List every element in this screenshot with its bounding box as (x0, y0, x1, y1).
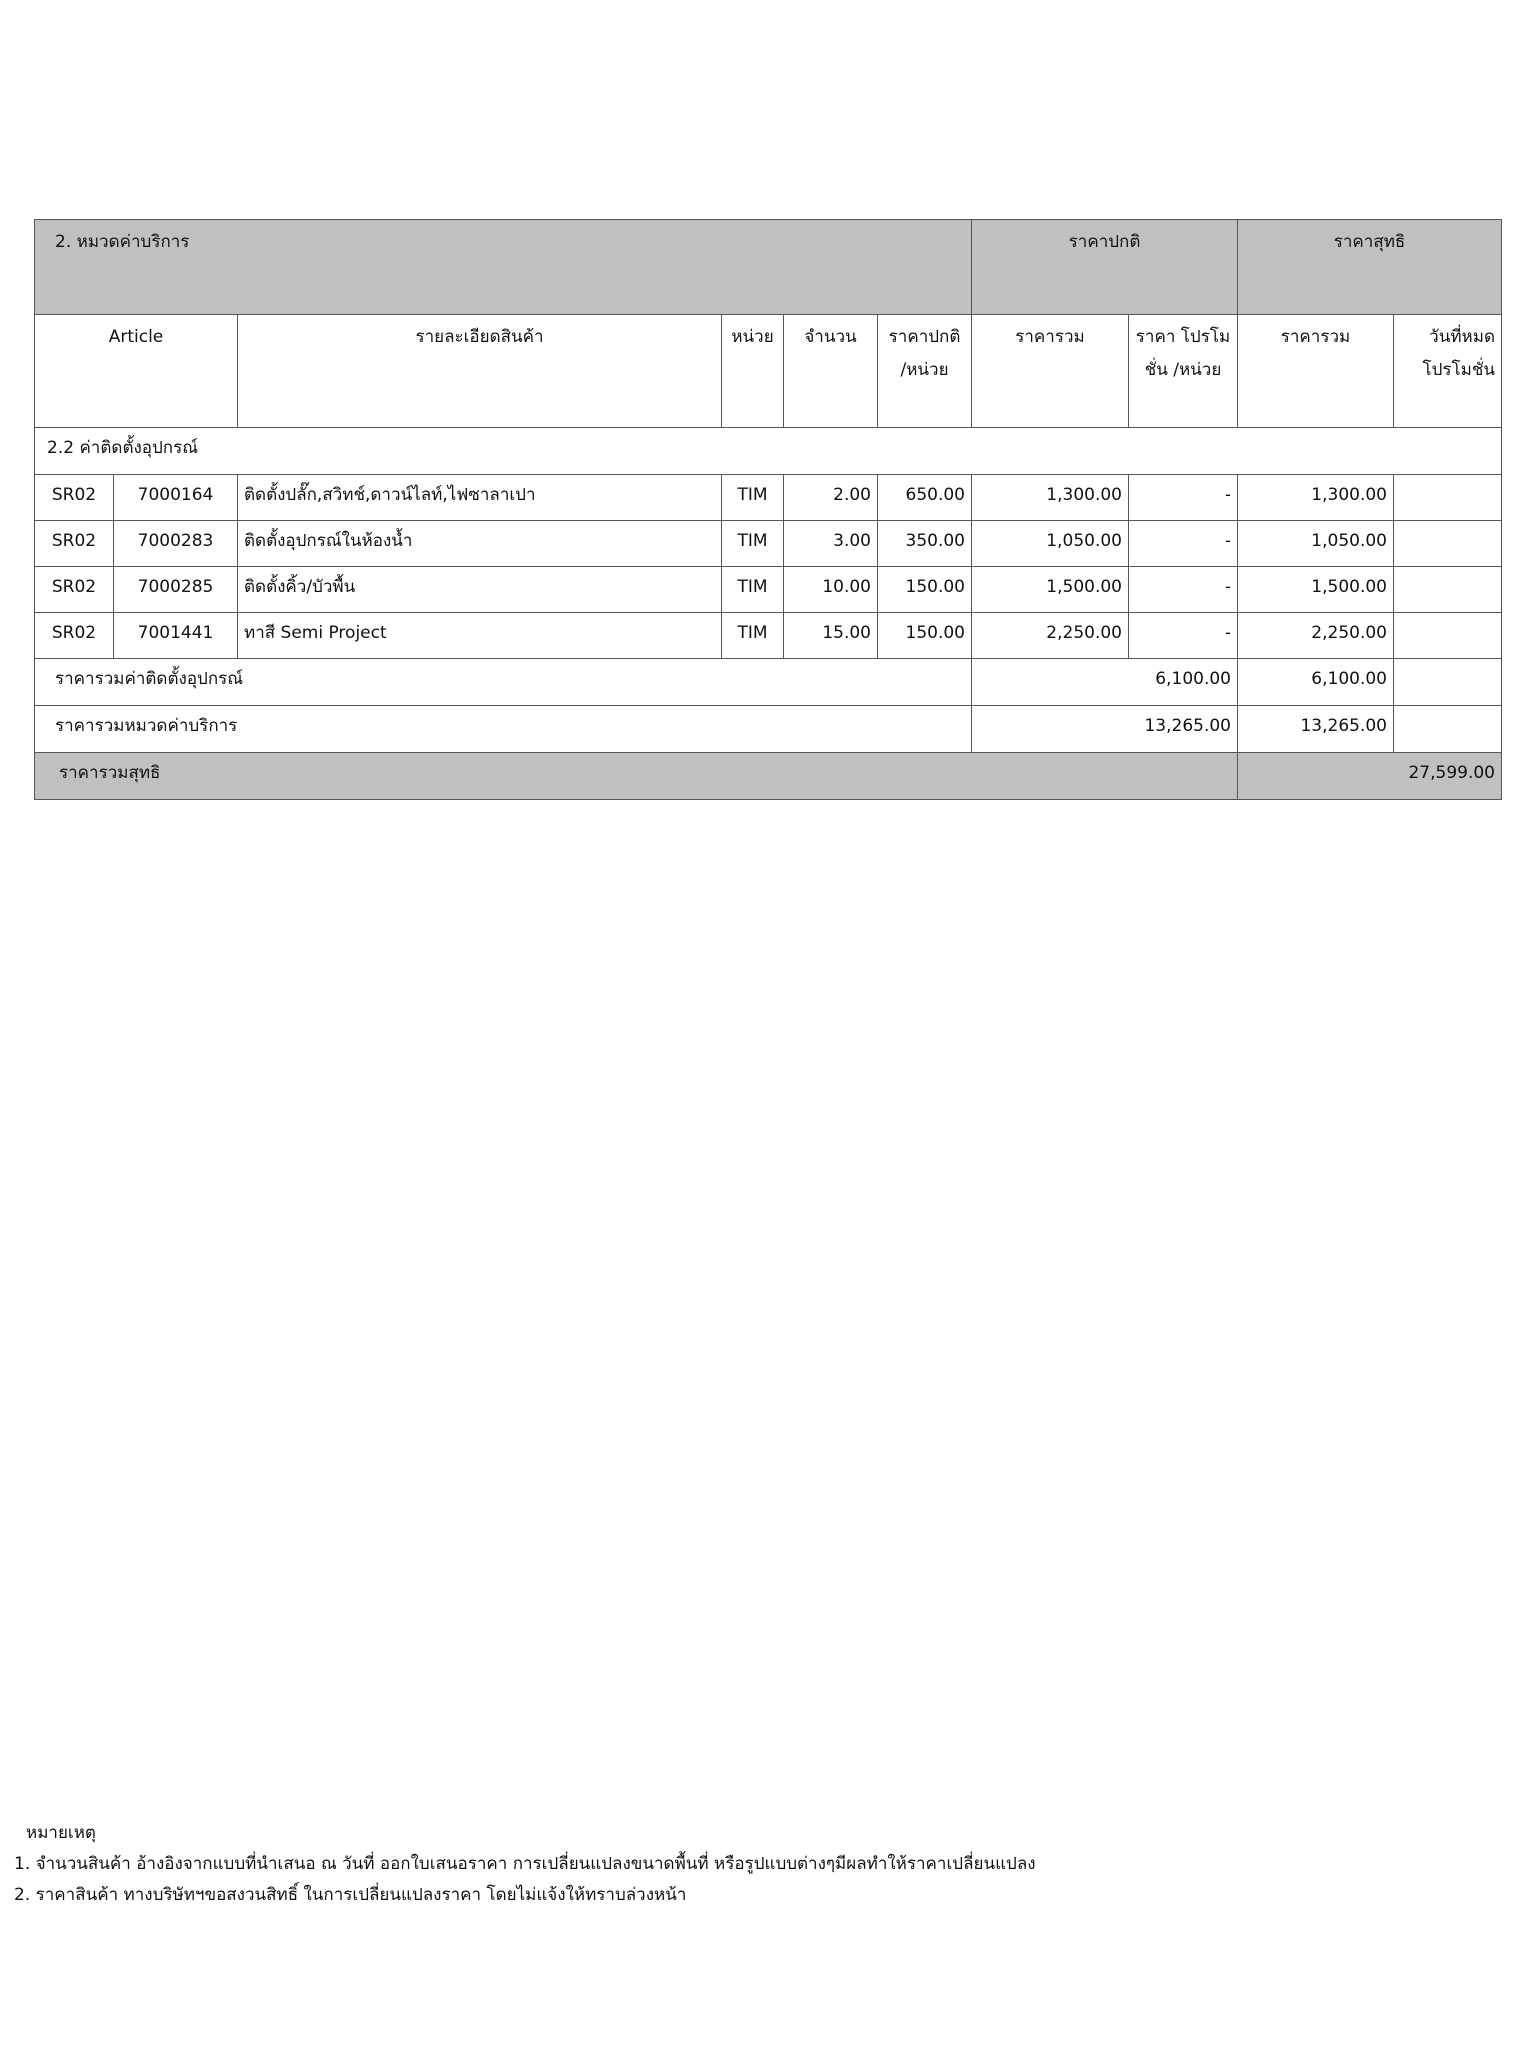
subsection-title: 2.2 ค่าติดตั้งอุปกรณ์ (35, 428, 1502, 475)
col-promo-unit-price: ราคา โปรโมชั่น /หน่วย (1129, 315, 1238, 428)
item-promo-price: - (1129, 521, 1238, 567)
subtotal-install-blank (1394, 659, 1502, 706)
section-title: 2. หมวดค่าบริการ (35, 220, 972, 315)
subtotal-install-net: 6,100.00 (1238, 659, 1394, 706)
col-article: Article (35, 315, 238, 428)
item-article: 7000285 (114, 567, 238, 613)
col-description: รายละเอียดสินค้า (238, 315, 722, 428)
item-total: 2,250.00 (972, 613, 1129, 659)
item-qty: 3.00 (784, 521, 878, 567)
item-promo-end (1394, 521, 1502, 567)
item-unit: TIM (722, 475, 784, 521)
subtotal-install-regular: 6,100.00 (972, 659, 1238, 706)
item-unit: TIM (722, 567, 784, 613)
grand-total-row (35, 753, 1502, 800)
item-code: SR02 (35, 475, 114, 521)
subtotal-install-row (35, 659, 1502, 706)
subtotal-service-net: 13,265.00 (1238, 706, 1394, 753)
item-net-total: 1,050.00 (1238, 521, 1394, 567)
item-unit: TIM (722, 521, 784, 567)
net-price-group-header: ราคาสุทธิ (1238, 220, 1502, 315)
subtotal-service-blank (1394, 706, 1502, 753)
item-code: SR02 (35, 613, 114, 659)
col-regular-total: ราคารวม (972, 315, 1129, 428)
note-line-2: 2. ราคาสินค้า ทางบริษัทฯขอสงวนสิทธิ์ ในการเปลี่ยนแปลงราคา โดยไม่แจ้งให้ทราบล่วงหน้า (14, 1885, 687, 1905)
subtotal-service-row (35, 706, 1502, 753)
item-net-total: 1,500.00 (1238, 567, 1394, 613)
item-promo-price: - (1129, 475, 1238, 521)
regular-price-group-header: ราคาปกติ (972, 220, 1238, 315)
item-promo-end (1394, 475, 1502, 521)
item-article: 7000164 (114, 475, 238, 521)
subsection-row (35, 428, 1502, 475)
table-row (35, 521, 1502, 567)
item-promo-end (1394, 613, 1502, 659)
item-unit: TIM (722, 613, 784, 659)
item-article: 7001441 (114, 613, 238, 659)
note-line-1: 1. จำนวนสินค้า อ้างอิงจากแบบที่นำเสนอ ณ วันที่ ออกใบเสนอราคา การเปลี่ยนแปลงขนาดพื้นที่ หรือรูปแบบต่างๆมีผลทำให้ราคาเปลี่ยนแปลง (14, 1854, 1036, 1874)
notes-section (14, 1818, 1036, 1911)
col-net-total: ราคารวม (1238, 315, 1394, 428)
section-header-row (35, 220, 1502, 315)
item-code: SR02 (35, 567, 114, 613)
item-unit-price: 650.00 (878, 475, 972, 521)
item-qty: 2.00 (784, 475, 878, 521)
subtotal-service-regular: 13,265.00 (972, 706, 1238, 753)
item-description: ติดตั้งคิ้ว/บัวพื้น (238, 567, 722, 613)
item-net-total: 1,300.00 (1238, 475, 1394, 521)
item-qty: 10.00 (784, 567, 878, 613)
table-row (35, 567, 1502, 613)
item-promo-price: - (1129, 613, 1238, 659)
grand-total-label: ราคารวมสุทธิ (35, 753, 1238, 800)
item-qty: 15.00 (784, 613, 878, 659)
col-regular-unit-price: ราคาปกติ /หน่วย (878, 315, 972, 428)
column-header-row (35, 315, 1502, 428)
col-qty: จำนวน (784, 315, 878, 428)
item-promo-price: - (1129, 567, 1238, 613)
subtotal-install-label: ราคารวมค่าติดตั้งอุปกรณ์ (35, 659, 972, 706)
item-description: ทาสี Semi Project (238, 613, 722, 659)
item-total: 1,050.00 (972, 521, 1129, 567)
grand-total-value: 27,599.00 (1238, 753, 1502, 800)
quotation-table (34, 219, 1502, 800)
table-row (35, 613, 1502, 659)
item-total: 1,500.00 (972, 567, 1129, 613)
item-promo-end (1394, 567, 1502, 613)
col-unit: หน่วย (722, 315, 784, 428)
item-description: ติดตั้งอุปกรณ์ในห้องน้ำ (238, 521, 722, 567)
item-net-total: 2,250.00 (1238, 613, 1394, 659)
item-unit-price: 150.00 (878, 567, 972, 613)
item-code: SR02 (35, 521, 114, 567)
item-total: 1,300.00 (972, 475, 1129, 521)
subtotal-service-label: ราคารวมหมวดค่าบริการ (35, 706, 972, 753)
notes-title: หมายเหตุ (26, 1823, 96, 1843)
col-promo-end: วันที่หมด โปรโมชั่น (1394, 315, 1502, 428)
table-row (35, 475, 1502, 521)
item-unit-price: 350.00 (878, 521, 972, 567)
item-unit-price: 150.00 (878, 613, 972, 659)
item-description: ติดตั้งปลั๊ก,สวิทช์,ดาวน์ไลท์,ไฟซาลาเปา (238, 475, 722, 521)
item-article: 7000283 (114, 521, 238, 567)
